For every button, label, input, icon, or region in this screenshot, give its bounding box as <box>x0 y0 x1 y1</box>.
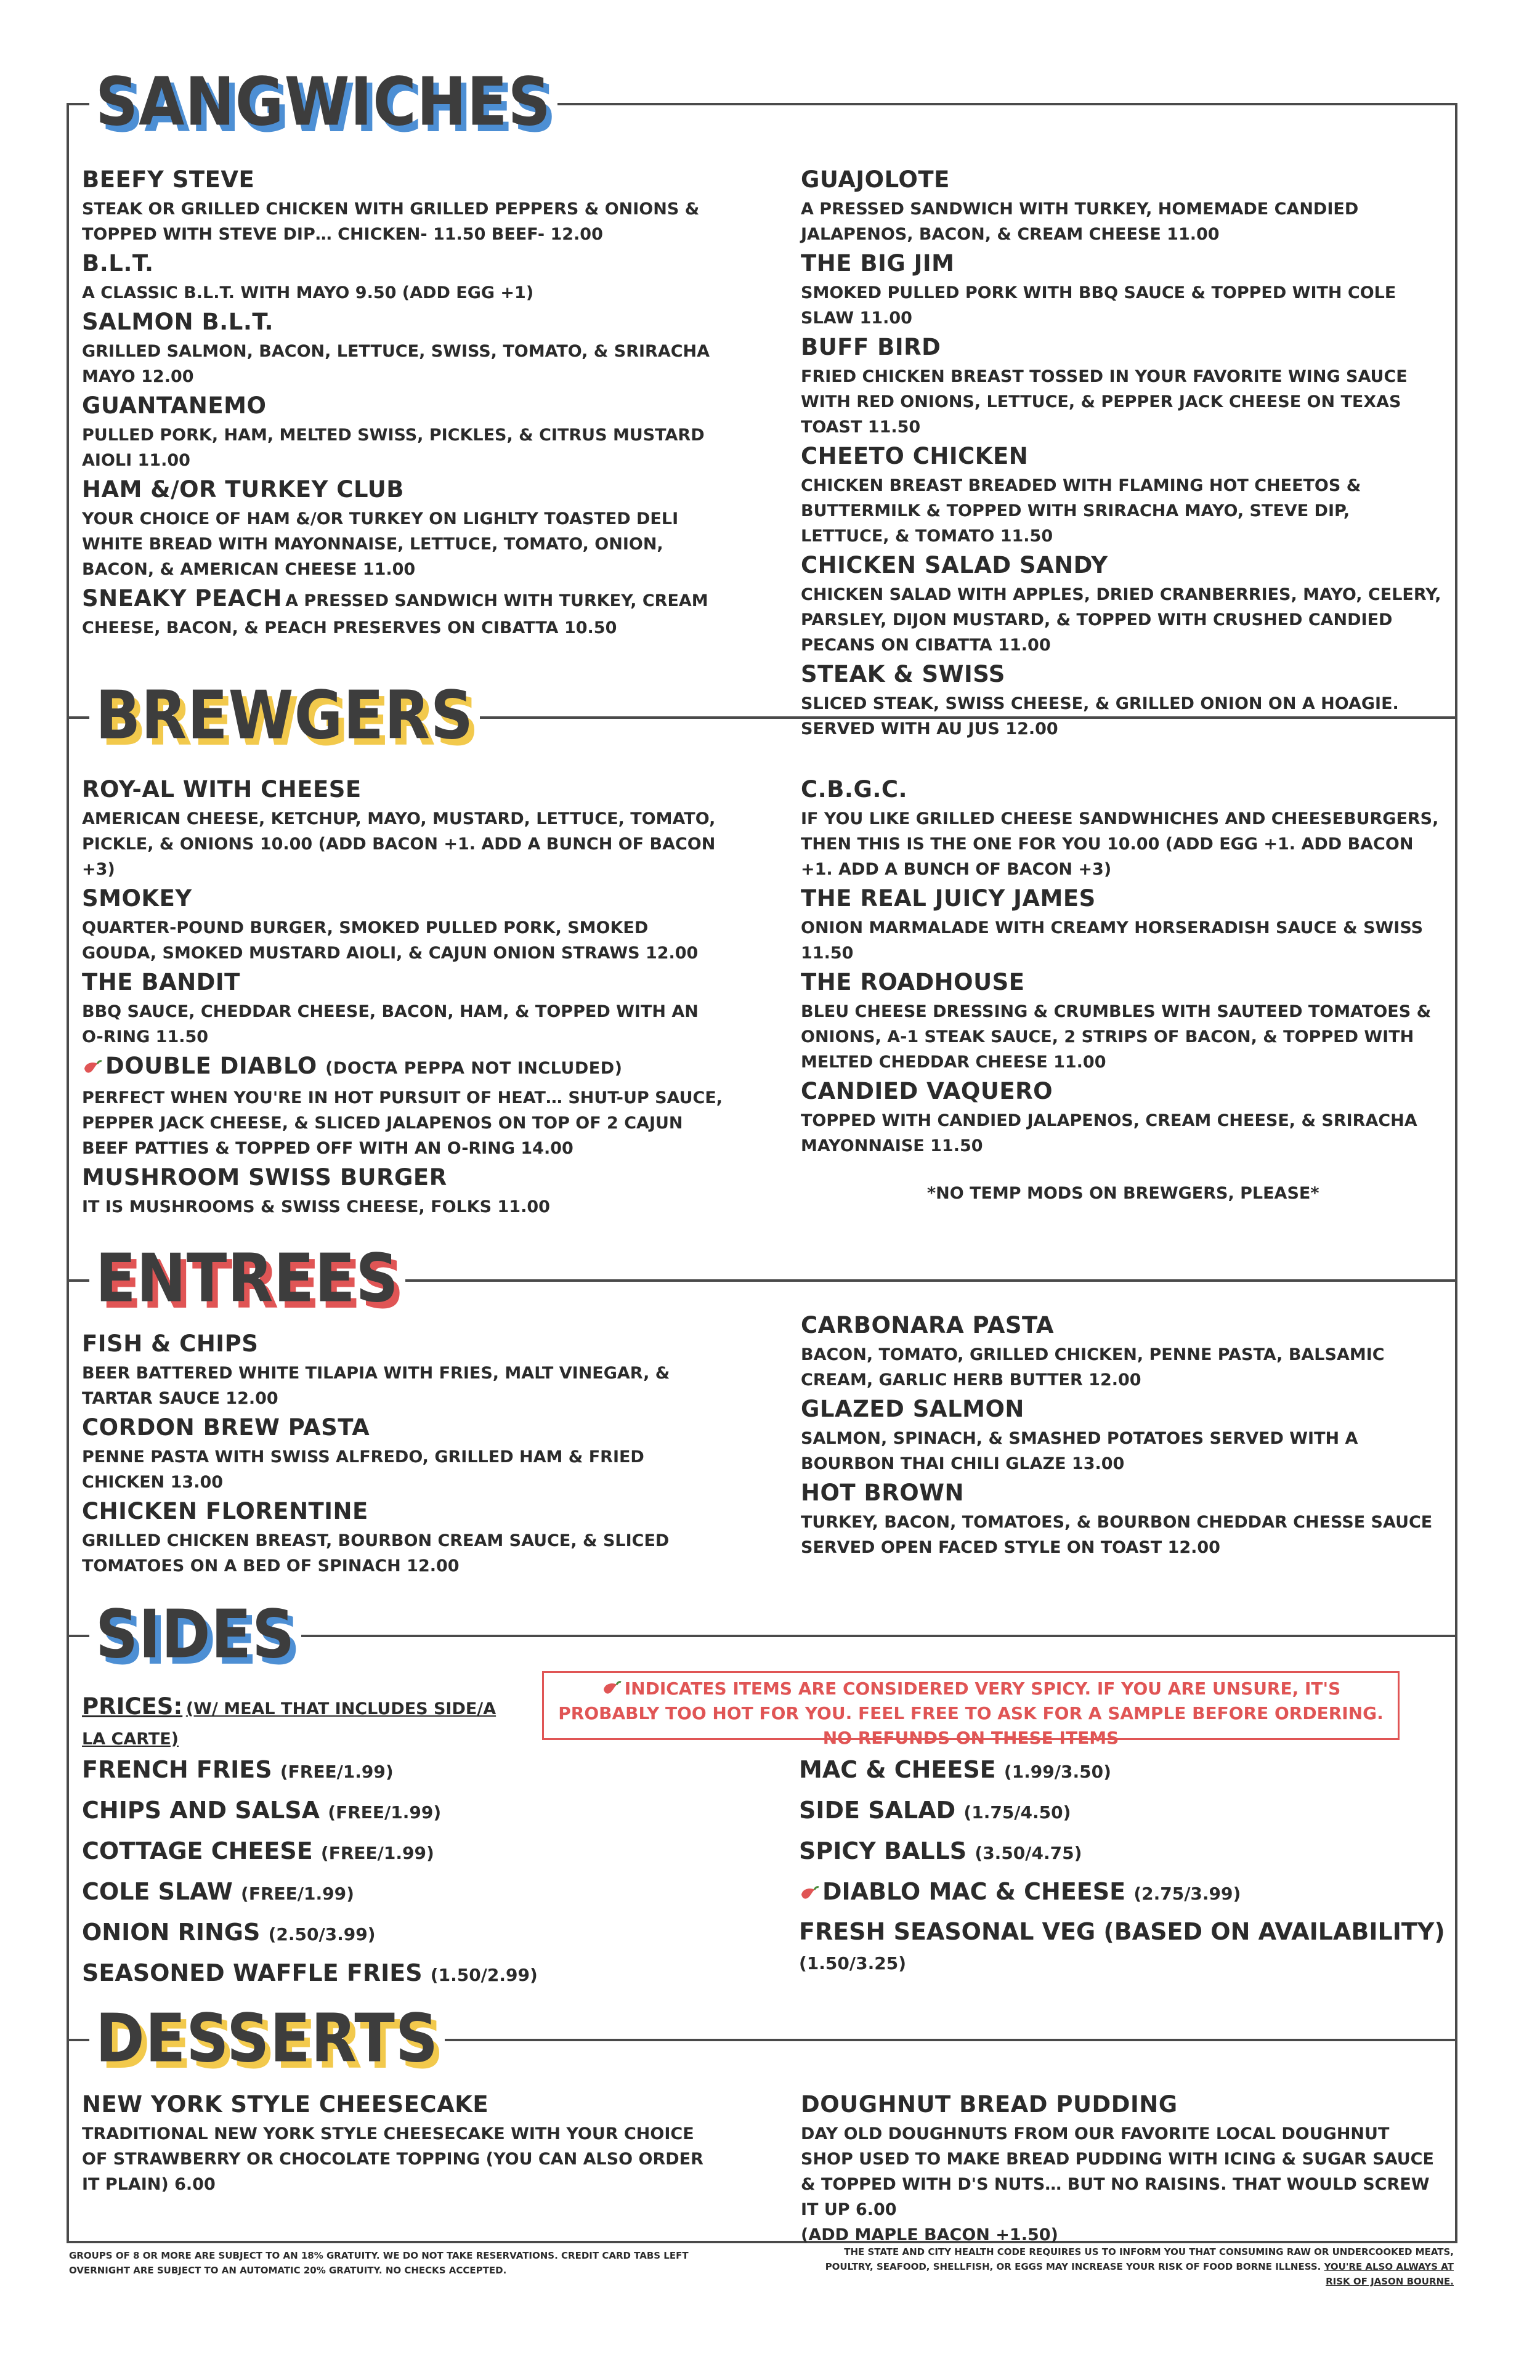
item-desc: IT IS MUSHROOMS & SWISS CHEESE, FOLKS 11.00 <box>82 1197 550 1216</box>
health-code-text: THE STATE AND CITY HEALTH CODE REQUIRES US TO INFORM YOU THAT CONSUMING RAW OR UNDERCOOKED MEATS, POULTRY, SEAFOOD, SHELLFISH, OR EGGS MAY INCREASE YOUR RISK OF FOOD BORNE ILLNESS. <box>825 2246 1454 2272</box>
item-name: THE BIG JIM <box>801 250 955 277</box>
footer-right-notice <box>801 2244 1454 2289</box>
menu-item <box>82 247 723 306</box>
menu-item <box>801 1309 1441 1393</box>
side-item <box>82 1791 729 1832</box>
entrees-left-column <box>82 1327 723 1579</box>
menu-item <box>801 658 1441 742</box>
health-code-joke: YOU'RE ALSO ALWAYS AT RISK OF JASON BOURNE. <box>1324 2261 1454 2287</box>
entrees-right-column <box>801 1309 1441 1560</box>
item-name: CARBONARA PASTA <box>801 1312 1055 1338</box>
side-price: (1.75/4.50) <box>963 1802 1071 1823</box>
brewgers-left-column <box>82 773 723 1220</box>
side-item <box>799 1832 1446 1872</box>
item-desc: GRILLED SALMON, BACON, LETTUCE, SWISS, TOMATO, & SRIRACHA MAYO 12.00 <box>82 342 710 386</box>
item-name: BUFF BIRD <box>801 334 941 360</box>
sides-right-column <box>799 1751 1446 1978</box>
side-name: ONION RINGS <box>82 1919 261 1946</box>
item-name: FISH & CHIPS <box>82 1330 259 1357</box>
item-name-note: (DOCTA PEPPA NOT INCLUDED) <box>325 1059 623 1078</box>
menu-item <box>82 1495 723 1579</box>
side-item <box>82 1751 729 1791</box>
item-desc: SLICED STEAK, SWISS CHEESE, & GRILLED ONION ON A HOAGIE. SERVED WITH AU JUS 12.00 <box>801 694 1399 739</box>
side-price: (2.75/3.99) <box>1133 1884 1241 1904</box>
side-price: (1.99/3.50) <box>1003 1762 1111 1782</box>
item-name: C.B.G.C. <box>801 776 908 803</box>
brewgers-right-column <box>801 773 1441 1159</box>
spicy-warning-text: INDICATES ITEMS ARE CONSIDERED VERY SPICY. IF YOU ARE UNSURE, IT'S PROBABLY TOO HOT FOR YOU. FEEL FREE TO ASK FOR A SAMPLE BEFORE ORDERING. NO REFUNDS ON THESE ITEMS <box>558 1678 1384 1748</box>
item-name: DOUBLE DIABLO <box>105 1053 317 1079</box>
side-price: (1.50/3.25) <box>799 1953 906 1973</box>
item-name: THE BANDIT <box>82 969 240 995</box>
side-name: FRENCH FRIES <box>82 1756 272 1783</box>
item-desc: YOUR CHOICE OF HAM &/OR TURKEY ON LIGHLTY TOASTED DELI WHITE BREAD WITH MAYONNAISE, LETTUCE, TOMATO, ONION, BACON, & AMERICAN CHEESE 11.00 <box>82 509 679 579</box>
item-desc: BLEU CHEESE DRESSING & CRUMBLES WITH SAUTEED TOMATOES & ONIONS, A-1 STEAK SAUCE, 2 STRIPS OF BACON, & TOPPED WITH MELTED CHEDDAR CHEESE 11.00 <box>801 1002 1432 1072</box>
item-desc: FRIED CHICKEN BREAST TOSSED IN YOUR FAVORITE WING SAUCE WITH RED ONIONS, LETTUCE, & PEPPER JACK CHEESE ON TEXAS TOAST 11.50 <box>801 367 1408 437</box>
item-name: THE ROADHOUSE <box>801 969 1025 995</box>
item-name: CANDIED VAQUERO <box>801 1078 1053 1104</box>
item-name: THE REAL JUICY JAMES <box>801 885 1096 912</box>
item-desc: SMOKED PULLED PORK WITH BBQ SAUCE & TOPPED WITH COLE SLAW 11.00 <box>801 283 1396 328</box>
menu-item <box>82 773 723 882</box>
item-name: NEW YORK STYLE CHEESECAKE <box>82 2091 489 2118</box>
item-desc: AMERICAN CHEESE, KETCHUP, MAYO, MUSTARD, LETTUCE, TOMATO, PICKLE, & ONIONS 10.00 (ADD BACON +1. ADD A BUNCH OF BACON +3) <box>82 809 716 879</box>
item-desc: BACON, TOMATO, GRILLED CHICKEN, PENNE PASTA, BALSAMIC CREAM, GARLIC HERB BUTTER 12.00 <box>801 1345 1385 1390</box>
side-name: SIDE SALAD <box>799 1797 956 1824</box>
prices-header <box>82 1693 513 1755</box>
menu-item <box>801 247 1441 331</box>
item-desc: QUARTER-POUND BURGER, SMOKED PULLED PORK, SMOKED GOUDA, SMOKED MUSTARD AIOLI, & CAJUN ONION STRAWS 12.00 <box>82 918 699 963</box>
item-name: SMOKEY <box>82 885 192 912</box>
menu-item <box>801 966 1441 1075</box>
item-name-row <box>82 1050 723 1085</box>
section-title-sides: SIDES <box>89 1601 301 1668</box>
desserts-left-column <box>82 2088 723 2197</box>
item-name: STEAK & SWISS <box>801 661 1005 687</box>
item-desc: DAY OLD DOUGHNUTS FROM OUR FAVORITE LOCAL DOUGHNUT SHOP USED TO MAKE BREAD PUDDING WITH ICING & SUGAR SAUCE & TOPPED WITH D'S NUTS… BUT NO RAISINS. THAT WOULD SCREW IT UP 6.00 <box>801 2124 1434 2219</box>
menu-item <box>801 1075 1441 1159</box>
desserts-right-column <box>801 2088 1441 2248</box>
item-name: GUANTANEMO <box>82 392 267 419</box>
side-item <box>82 1954 729 1994</box>
prices-note: (W/ MEAL THAT INCLUDES SIDE/A LA CARTE) <box>82 1699 496 1749</box>
item-name: CHICKEN SALAD SANDY <box>801 552 1108 578</box>
item-name: HAM &/OR TURKEY CLUB <box>82 476 404 503</box>
side-item <box>799 1791 1446 1832</box>
item-name: ROY-AL WITH CHEESE <box>82 776 362 803</box>
side-price: (FREE/1.99) <box>241 1884 354 1904</box>
menu-item <box>801 2088 1441 2248</box>
item-desc: SALMON, SPINACH, & SMASHED POTATOES SERVED WITH A BOURBON THAI CHILI GLAZE 13.00 <box>801 1429 1358 1473</box>
item-name: HOT BROWN <box>801 1479 964 1506</box>
item-desc: BEER BATTERED WHITE TILAPIA WITH FRIES, MALT VINEGAR, & TARTAR SAUCE 12.00 <box>82 1364 670 1408</box>
item-desc: A PRESSED SANDWICH WITH TURKEY, CREAM CHEESE, BACON, & PEACH PRESERVES ON CIBATTA 10.50 <box>82 591 708 638</box>
item-desc: CHICKEN SALAD WITH APPLES, DRIED CRANBERRIES, MAYO, CELERY, PARSLEY, DIJON MUSTARD, & TOPPED WITH CRUSHED CANDIED PECANS ON CIBATTA 11.00 <box>801 585 1441 655</box>
menu-item <box>82 882 723 966</box>
menu-item <box>801 440 1441 549</box>
item-desc: TRADITIONAL NEW YORK STYLE CHEESECAKE WITH YOUR CHOICE OF STRAWBERRY OR CHOCOLATE TOPPING (YOU CAN ALSO ORDER IT PLAIN) 6.00 <box>82 2124 703 2194</box>
menu-item <box>82 389 723 473</box>
side-item <box>82 1872 729 1913</box>
item-desc: A CLASSIC B.L.T. WITH MAYO 9.50 (ADD EGG +1) <box>82 283 534 302</box>
item-desc: PULLED PORK, HAM, MELTED SWISS, PICKLES, & CITRUS MUSTARD AIOLI 11.00 <box>82 426 705 470</box>
sangwiches-right-column <box>801 163 1441 742</box>
section-title-entrees: ENTREES <box>89 1245 405 1312</box>
side-item <box>799 1872 1446 1913</box>
item-name: DOUGHNUT BREAD PUDDING <box>801 2091 1178 2118</box>
side-name: SEASONED WAFFLE FRIES <box>82 1959 423 1986</box>
item-desc: TURKEY, BACON, TOMATOES, & BOURBON CHEDDAR CHESSE SAUCE SERVED OPEN FACED STYLE ON TOAST 12.00 <box>801 1513 1433 1557</box>
menu-item <box>82 2088 723 2197</box>
item-name: CORDON BREW PASTA <box>82 1414 370 1441</box>
menu-item <box>82 1327 723 1411</box>
item-desc: GRILLED CHICKEN BREAST, BOURBON CREAM SAUCE, & SLICED TOMATOES ON A BED OF SPINACH 12.00 <box>82 1531 670 1576</box>
menu-item <box>801 1476 1441 1560</box>
prices-label: PRICES: <box>82 1693 183 1720</box>
sides-left-column <box>82 1751 729 1994</box>
menu-item <box>82 163 723 247</box>
menu-item <box>801 163 1441 247</box>
section-title-sangwiches: SANGWICHES <box>89 69 557 136</box>
menu-item <box>801 331 1441 440</box>
side-name: MAC & CHEESE <box>799 1756 996 1783</box>
section-title-desserts: DESSERTS <box>89 2006 445 2072</box>
item-desc: CHICKEN BREAST BREADED WITH FLAMING HOT CHEETOS & BUTTERMILK & TOPPED WITH SRIRACHA MAYO, STEVE DIP, LETTUCE, & TOMATO 11.50 <box>801 476 1361 546</box>
side-item <box>82 1913 729 1954</box>
item-desc: PENNE PASTA WITH SWISS ALFREDO, GRILLED HAM & FRIED CHICKEN 13.00 <box>82 1447 644 1492</box>
spicy-warning-box <box>542 1671 1400 1748</box>
item-name: SALMON B.L.T. <box>82 309 274 335</box>
side-price: (3.50/4.75) <box>975 1843 1082 1863</box>
menu-item <box>82 306 723 389</box>
menu-item <box>801 773 1441 882</box>
side-name: DIABLO MAC & CHEESE <box>822 1878 1126 1905</box>
side-name: COLE SLAW <box>82 1878 233 1905</box>
side-item <box>82 1832 729 1872</box>
menu-item <box>82 1161 723 1220</box>
item-desc: ONION MARMALADE WITH CREAMY HORSERADISH SAUCE & SWISS 11.50 <box>801 918 1424 963</box>
item-name: CHICKEN FLORENTINE <box>82 1498 368 1524</box>
side-price: (1.50/2.99) <box>430 1965 538 1985</box>
menu-item <box>82 1050 723 1161</box>
side-price: (FREE/1.99) <box>328 1802 442 1823</box>
side-name: CHIPS AND SALSA <box>82 1797 320 1824</box>
menu-item <box>801 882 1441 966</box>
footer-left-notice: GROUPS OF 8 OR MORE ARE SUBJECT TO AN 18% GRATUITY. WE DO NOT TAKE RESERVATIONS. CREDIT CARD TABS LEFT OVERNIGHT ARE SUBJECT TO AN AUTOMATIC 20% GRATUITY. NO CHECKS ACCEPTED. <box>69 2250 689 2276</box>
pepper-icon <box>601 1678 622 1697</box>
item-desc: IF YOU LIKE GRILLED CHEESE SANDWHICHES AND CHEESEBURGERS, THEN THIS IS THE ONE FOR YOU 10.00 (ADD EGG +1. ADD BACON +1. ADD A BUNCH OF BACON +3) <box>801 809 1439 879</box>
item-name: B.L.T. <box>82 250 154 277</box>
item-name: GLAZED SALMON <box>801 1396 1024 1422</box>
side-name: COTTAGE CHEESE <box>82 1837 313 1864</box>
menu-item <box>82 1411 723 1495</box>
sangwiches-left-column <box>82 163 723 641</box>
item-desc: A PRESSED SANDWICH WITH TURKEY, HOMEMADE CANDIED JALAPENOS, BACON, & CREAM CHEESE 11.00 <box>801 200 1359 244</box>
side-name: SPICY BALLS <box>799 1837 967 1864</box>
item-name: MUSHROOM SWISS BURGER <box>82 1164 447 1191</box>
side-name: FRESH SEASONAL VEG (BASED ON AVAILABILITY) <box>799 1918 1445 1945</box>
side-price: (FREE/1.99) <box>280 1762 394 1782</box>
item-desc: STEAK OR GRILLED CHICKEN WITH GRILLED PEPPERS & ONIONS & TOPPED WITH STEVE DIP… CHICKEN- 11.50 BEEF- 12.00 <box>82 200 700 244</box>
menu-item <box>82 473 723 582</box>
side-item <box>799 1917 1446 1978</box>
item-desc: PERFECT WHEN YOU'RE IN HOT PURSUIT OF HEAT… SHUT-UP SAUCE, PEPPER JACK CHEESE, & SLICED JALAPENOS ON TOP OF 2 CAJUN BEEF PATTIES & TOPPED OFF WITH AN O-RING 14.00 <box>82 1088 723 1158</box>
item-name: BEEFY STEVE <box>82 166 255 193</box>
brewgers-note: *NO TEMP MODS ON BREWGERS, PLEASE* <box>927 1184 1319 1203</box>
menu-item <box>801 1393 1441 1476</box>
item-name: GUAJOLOTE <box>801 166 950 193</box>
item-desc: TOPPED WITH CANDIED JALAPENOS, CREAM CHEESE, & SRIRACHA MAYONNAISE 11.50 <box>801 1111 1417 1156</box>
item-desc: BBQ SAUCE, CHEDDAR CHEESE, BACON, HAM, & TOPPED WITH AN O-RING 11.50 <box>82 1002 699 1046</box>
menu-item <box>82 966 723 1050</box>
item-desc-addon: (ADD MAPLE BACON +1.50) <box>801 2225 1058 2244</box>
pepper-icon <box>82 1058 103 1076</box>
item-name: CHEETO CHICKEN <box>801 443 1029 469</box>
menu-item <box>82 582 723 641</box>
side-price: (FREE/1.99) <box>320 1843 434 1863</box>
item-name: SNEAKY PEACH <box>82 585 283 612</box>
side-price: (2.50/3.99) <box>268 1924 376 1945</box>
side-item <box>799 1751 1446 1791</box>
section-title-brewgers: BREWGERS <box>89 682 480 749</box>
menu-item <box>801 549 1441 658</box>
pepper-icon <box>799 1884 820 1902</box>
